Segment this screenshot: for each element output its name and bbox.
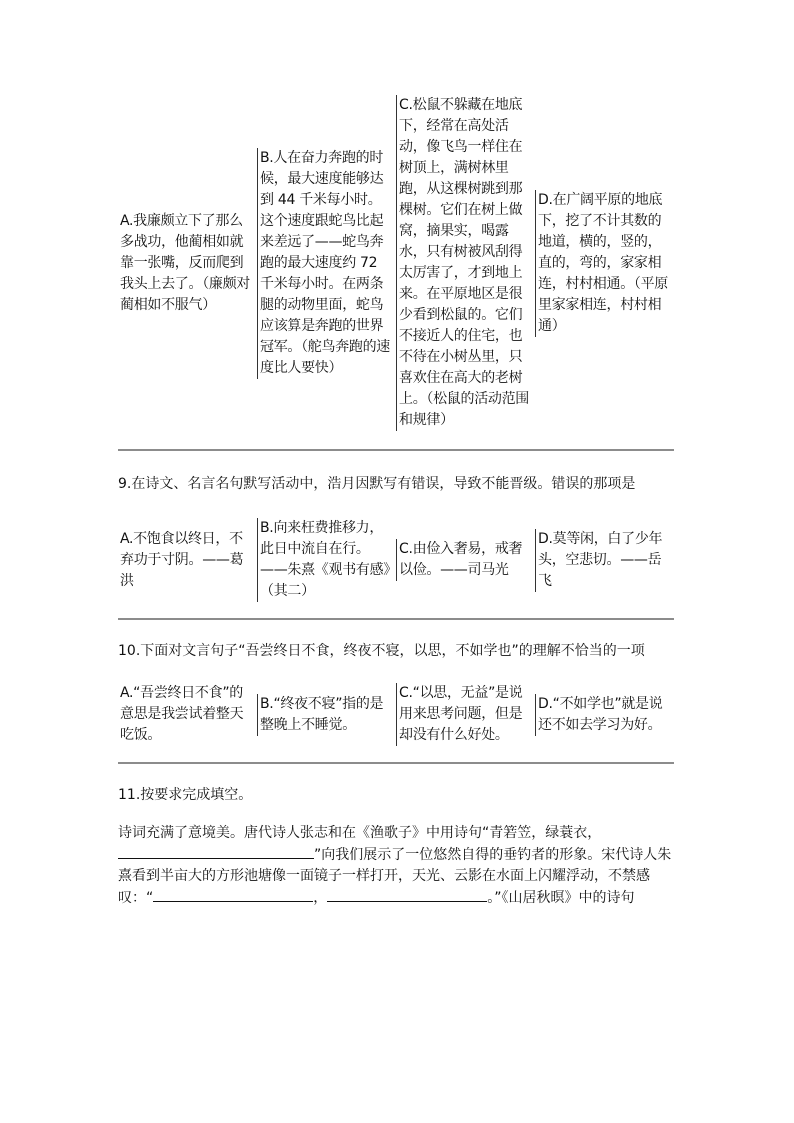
q9-stem: 9.在诗文、名言名句默写活动中，浩月因默写有错误，导致不能晋级。错误的那项是 [118,476,636,492]
q8-option-b: B.人在奋力奔跑的时候，最大速度能够达到 44 千米每小时。这个速度跟蛇鸟比起来差远了——蛇鸟奔跑的最大速度约 72 千米每小时。在两条腿的动物里面，蛇鸟应该算是奔跑的世界冠军。（舵鸟奔跑的速度比人要快） [257,148,396,379]
q9-option-b: B.向来枉费推移力，此日中流自在行。——朱熹《观书有感》（其二） [257,518,396,602]
q8-option-a: A.我廉颇立下了那么多战功，他蔺相如就靠一张嘴，反而爬到我头上去了。（廉颇对蔺相如不服气） [120,212,250,313]
q10-option-b: B.“终夜不寝”指的是整晚上不睡觉。 [257,694,396,736]
q11-text-2: ”向我们展示了一位悠然自得的垂钓者的形象。宋代诗人朱熹看到半亩大的方形池塘像一面镜子一样打开，天光、云影在水面上闪耀浮动，不禁感叹：“ [118,847,672,906]
q8-option-d: D.在广阔平原的地底下，挖了不计其数的地道，横的，竖的，直的，弯的，家家相连，村村相通。（平原里家家相连，村村相通） [535,190,674,337]
q10-stem: 10.下面对文言句子“吾尝终日不食，终夜不寝，以思，不如学也”的理解不恰当的一项 [118,643,645,659]
q9-options [118,518,674,618]
q11-passage [118,823,674,909]
q9-option-d: D.莫等闲，白了少年头，空悲切。——岳飞 [535,529,674,592]
answer-blank-3[interactable] [327,887,487,902]
exam-page [118,0,674,909]
q10-options [118,683,674,762]
q9-option-c: C.由俭入奢易，戒奢以俭。——司马光 [396,539,535,581]
q9-option-a: A.不饱食以终日，不弃功于寸阴。——葛洪 [120,530,244,589]
q10-option-a: A.“吾尝终日不食”的意思是我尝试着整天吃饭。 [120,685,244,743]
divider [118,762,674,764]
q10-option-c: C.“以思，无益”是说用来思考问题，但是却没有什么好处。 [396,683,535,746]
q8-options [118,0,674,449]
divider [118,449,674,451]
answer-blank-2[interactable] [153,887,313,902]
q11-stem: 11.按要求完成填空。 [118,787,253,803]
q11-text-1: 诗词充满了意境美。唐代诗人张志和在《渔歌子》中用诗句“青箬笠，绿蓑衣， [118,825,602,841]
q10-option-d: D.“不如学也”就是说还不如去学习为好。 [535,694,674,736]
q11-text-3: ， [313,890,328,906]
q8-option-c: C.松鼠不躲藏在地底下，经常在高处活动，像飞鸟一样住在树顶上，满树林里跑，从这棵树跳到那棵树。它们在树上做窝，摘果实，喝露水，只有树被风刮得太厉害了，才到地上来。在平原地区是很少看到松鼠的。它们不接近人的住宅，也不待在小树丛里，只喜欢住在高大的老树上。（松鼠的活动范围和规律） [396,95,535,431]
q11-text-4: 。”《山居秋暝》中的诗句 [487,890,635,906]
divider [118,618,674,620]
answer-blank-1[interactable] [118,844,314,859]
